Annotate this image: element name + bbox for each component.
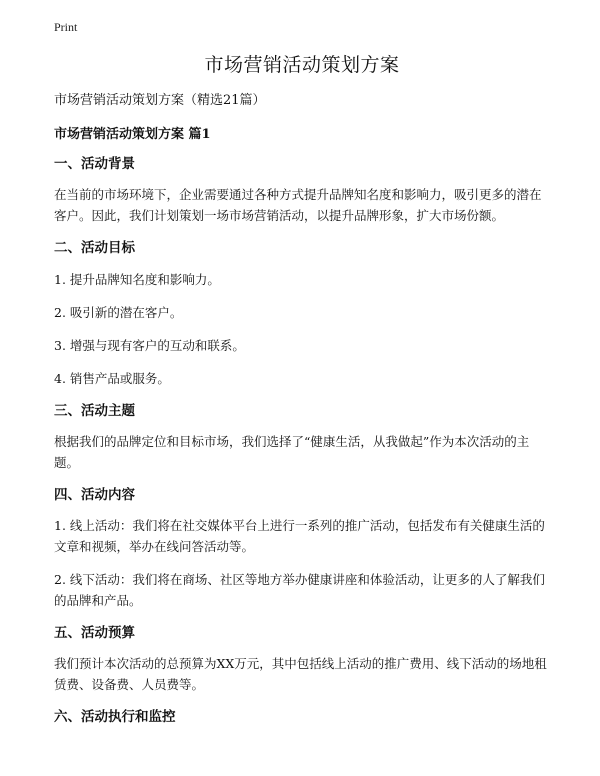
section-heading: 六、活动执行和监控 — [54, 709, 176, 726]
list-item: 4. 销售产品或服务。 — [54, 370, 170, 386]
article-title: 市场营销活动策划方案 篇1 — [54, 126, 211, 142]
section-execution — [54, 707, 550, 727]
document-subtitle: 市场营销活动策划方案（精选21篇） — [54, 93, 266, 108]
section-paragraph: 我们预计本次活动的总预算为XX万元，其中包括线上活动的推广费用、线下活动的场地租赁费、设备费、人员费等。 — [54, 656, 547, 693]
section-theme — [54, 401, 550, 473]
list-item: 3. 增强与现有客户的互动和联系。 — [54, 337, 245, 353]
section-heading: 四、活动内容 — [54, 486, 135, 503]
list-item: 1. 提升品牌知名度和影响力。 — [54, 271, 220, 287]
section-budget — [54, 623, 550, 695]
section-heading: 一、活动背景 — [54, 156, 135, 172]
section-paragraph: 在当前的市场环境下，企业需要通过各种方式提升品牌知名度和影响力，吸引更多的潜在客户。因此，我们计划策划一场市场营销活动，以提升品牌形象，扩大市场份额。 — [54, 187, 542, 224]
section-content — [54, 485, 550, 611]
page-title: 市场营销活动策划方案 — [204, 54, 400, 76]
section-heading: 五、活动预算 — [54, 625, 135, 641]
section-heading: 二、活动目标 — [54, 240, 135, 257]
list-item: 1. 线上活动：我们将在社交媒体平台上进行一系列的推广活动，包括发布有关健康生活的文章和视频，举办在线问答活动等。 — [54, 518, 545, 554]
section-background — [54, 154, 550, 226]
print-link[interactable]: Print — [54, 20, 78, 34]
section-goals — [54, 238, 550, 388]
document-body — [54, 50, 550, 738]
section-heading: 三、活动主题 — [54, 402, 135, 419]
list-item: 2. 线下活动：我们将在商场、社区等地方举办健康讲座和体验活动，让更多的人了解我们的品牌和产品。 — [54, 572, 545, 608]
section-paragraph: 根据我们的品牌定位和目标市场，我们选择了“健康生活，从我做起”作为本次活动的主题。 — [54, 433, 530, 470]
list-item: 2. 吸引新的潜在客户。 — [54, 304, 183, 320]
